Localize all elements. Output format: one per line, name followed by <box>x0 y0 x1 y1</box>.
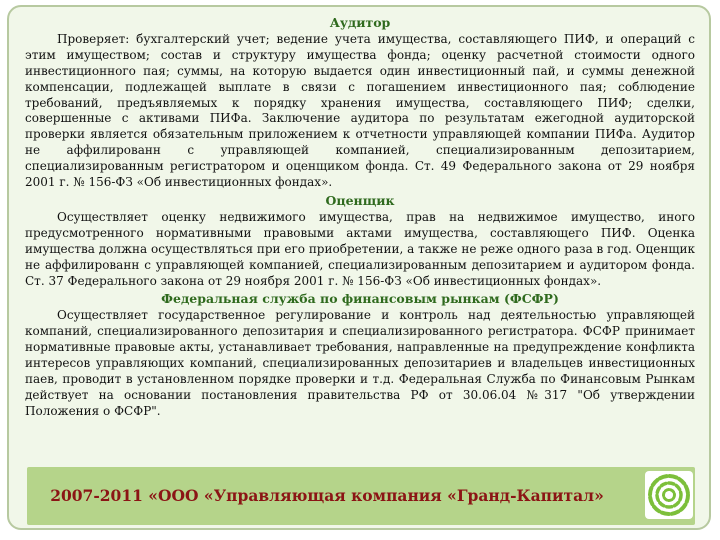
section-text-fsfr: Осуществляет государственное регулирование и контроль над деятельностью управляющей компаний, специализированного депозитария и специализированного регистратора. ФСФР принимает нормативные правовые акты, устанавливает требования, направленные на предупреждение конфликта интересов управляющих компаний, специализированных депозитариев и владельцев инвестиционных паев, проводит в установленном порядке проверки и т.д. Федеральная Служба по Финансовым Рынкам действует на основании постановления правительства РФ от 30.06.04 №317 "Об утверждении Положения о ФСФР". <box>25 308 695 418</box>
logo-middle-ring <box>657 483 681 507</box>
slide-content <box>25 15 695 422</box>
footer-text: 2007-2011 «ООО «Управляющая компания «Гранд-Капитал» <box>50 486 604 505</box>
logo-inner-ring <box>664 490 675 501</box>
section-title-fsfr: Федеральная служба по финансовым рынкам (ФСФР) <box>161 291 559 307</box>
footer-bar <box>27 467 695 525</box>
slide <box>7 5 711 530</box>
logo-svg <box>645 471 693 519</box>
section-text-appraiser: Осуществляет оценку недвижимого имущества, прав на недвижимое имущество, иного предусмотренного нормативными правовыми актами имущества, составляющего ПИФ. Оценка имущества должна осуществляться при его приобретении, а также не реже одного раза в год. Оценщик не аффилированн с управляющей компанией, специализированным депозитарием и аудитором фонда. Ст. 37 Федерального закона от 29 ноября 2001 г. № 156-ФЗ «Об инвестиционных фондах». <box>25 209 695 288</box>
green-ring-logo-icon <box>645 471 693 519</box>
section-title-auditor: Аудитор <box>329 15 391 30</box>
section-text-auditor: Проверяет: бухгалтерский учет; ведение учета имущества, составляющего ПИФ, и операций с этим имуществом; состав и структуру имущества фонда; оценку расчетной стоимости одного инвестиционного пая; суммы, на которую выдается один инвестиционный пай, и суммы денежной компенсации, подлежащей выплате в связи с погашением инвестиционного пая; соблюдение требований, предъявляемых к порядку хранения имущества, составляющего ПИФ; сделки, совершенные с активами ПИФа. Заключение аудитора по результатам ежегодной аудиторской проверки является обязательным приложением к отчетности управляющей компании ПИФа. Аудитор не аффилированн с управляющей компанией, специализированным депозитарием, специализированным регистратором и оценщиком фонда. Ст. 49 Федерального закона от 29 ноября 2001 г. № 156-ФЗ «Об инвестиционных фондах». <box>25 31 695 190</box>
section-title-appraiser: Оценщик <box>325 192 395 208</box>
